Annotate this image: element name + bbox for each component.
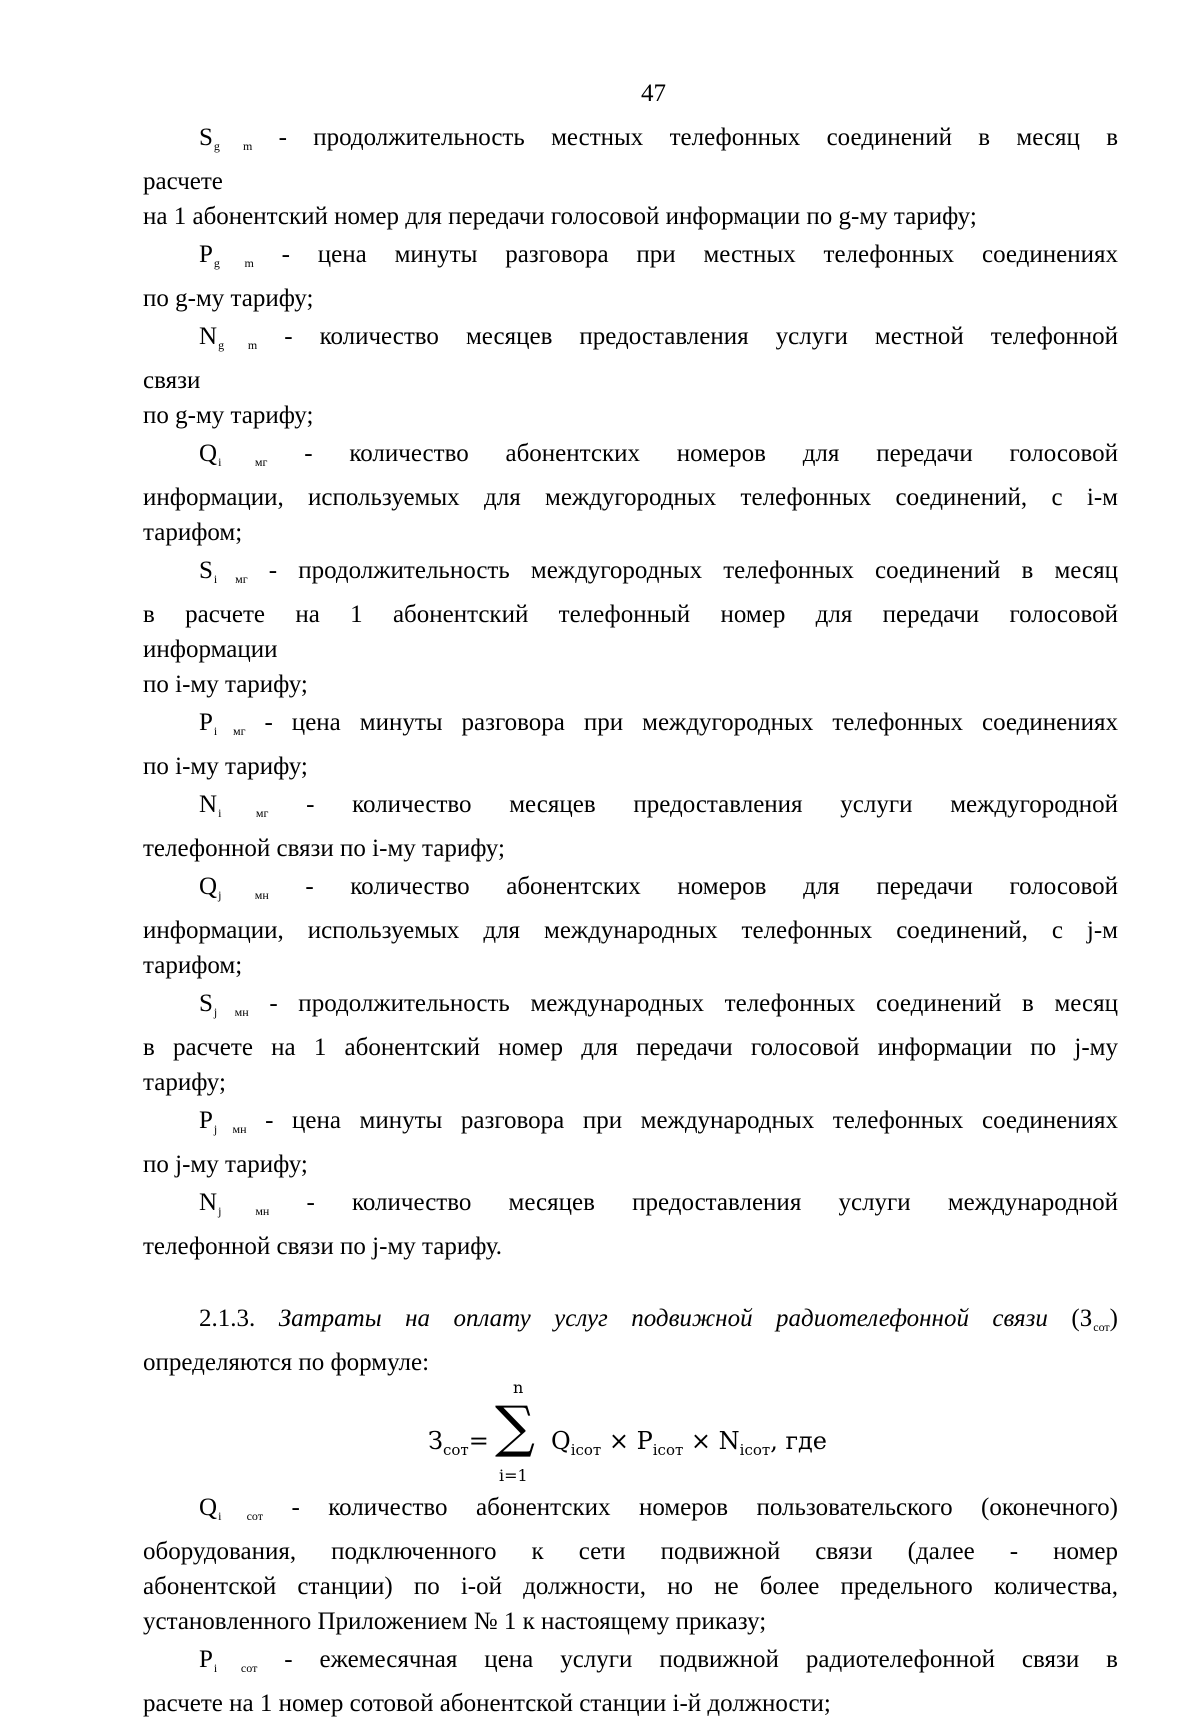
definition-text: - цена минуты разговора при местных телефонных соединениях xyxy=(253,241,1118,268)
formula-rhs xyxy=(551,1424,827,1468)
definition-line: связи xyxy=(143,367,201,394)
definition-entry xyxy=(143,436,1118,550)
definition-first-line xyxy=(143,705,1118,749)
definition-line: тарифом; xyxy=(143,519,243,546)
definition-entry xyxy=(143,120,1118,234)
definition-line: в расчете на 1 абонентский телефонный номер для передачи голосовой xyxy=(143,601,1118,628)
formula-p: P xyxy=(636,1427,653,1455)
definition-entry xyxy=(143,787,1118,866)
definition-entry xyxy=(143,1103,1118,1182)
definition-text: - количество месяцев предоставления услуги местной телефонной xyxy=(257,323,1118,350)
definition-symbol-subscript: g m xyxy=(218,338,258,352)
definition-text: - количество абонентских номеров для передачи голосовой xyxy=(268,873,1118,900)
section-open-paren: ( xyxy=(1071,1305,1080,1332)
definition-first-line xyxy=(143,869,1118,913)
definition-symbol-subscript: i сот xyxy=(213,1661,258,1675)
formula-times-2: × xyxy=(683,1427,719,1455)
definition-symbol: S xyxy=(199,124,213,151)
formula-n-subscript: iсот xyxy=(739,1441,771,1459)
section-number: 2.1.3. xyxy=(199,1305,256,1332)
definition-line: телефонной связи по i-му тарифу; xyxy=(143,835,505,862)
definition-symbol: P xyxy=(199,1107,213,1134)
definition-line: информации, используемых для междугородных телефонных соединений, с i-м xyxy=(143,484,1118,511)
definition-line: по g-му тарифу; xyxy=(143,285,314,312)
definition-text: - количество месяцев предоставления услуги международной xyxy=(269,1189,1118,1216)
definition-text: - продолжительность местных телефонных соединений в месяц в xyxy=(252,124,1118,151)
definition-entry xyxy=(143,553,1118,702)
section-heading xyxy=(143,1301,1118,1345)
definition-entry xyxy=(143,319,1118,433)
section-symbol: З xyxy=(1079,1305,1093,1332)
definition-symbol: N xyxy=(199,791,218,818)
definition-symbol: P xyxy=(199,709,213,736)
section-close-paren: ) xyxy=(1109,1305,1118,1332)
definition-symbol: Q xyxy=(199,1494,218,1521)
formula-n: N xyxy=(718,1427,740,1455)
definition-entry xyxy=(143,986,1118,1100)
definition-first-line xyxy=(143,319,1118,363)
definition-text: - цена минуты разговора при международных телефонных соединениях xyxy=(246,1107,1118,1134)
definition-symbol: P xyxy=(199,1646,213,1673)
definition-entry xyxy=(143,1185,1118,1264)
definition-line: расчете на 1 номер сотовой абонентской станции i-й должности; xyxy=(143,1690,831,1717)
section-line-2: определяются по формуле: xyxy=(143,1349,430,1376)
page-number: 47 xyxy=(641,80,666,107)
definition-symbol-subscript: g m xyxy=(213,256,254,270)
cost-formula xyxy=(143,1378,1118,1488)
definition-symbol: S xyxy=(199,557,213,584)
definition-line: на 1 абонентский номер для передачи голосовой информации по g-му тарифу; xyxy=(143,203,977,230)
sum-upper-limit: n xyxy=(513,1378,524,1397)
formula-equals: = xyxy=(468,1427,489,1455)
definition-symbol-subscript: g m xyxy=(213,139,253,153)
formula-tail: , где xyxy=(770,1427,827,1455)
definition-symbol: Q xyxy=(199,873,218,900)
definition-first-line xyxy=(143,436,1118,480)
definition-entry xyxy=(143,705,1118,784)
formula-q: Q xyxy=(551,1427,571,1455)
definition-symbol-subscript: i сот xyxy=(218,1509,263,1523)
definition-line: по g-му тарифу; xyxy=(143,402,314,429)
definition-symbol: N xyxy=(199,323,218,350)
definition-symbol-subscript: j мн xyxy=(213,1122,247,1136)
definition-first-line xyxy=(143,120,1118,164)
definition-text: - ежемесячная цена услуги подвижной радиотелефонной связи в xyxy=(257,1646,1118,1673)
definition-line: по i-му тарифу; xyxy=(143,753,308,780)
definition-line: тарифом; xyxy=(143,952,243,979)
definition-first-line xyxy=(143,553,1118,597)
definition-symbol-subscript: i мг xyxy=(213,724,246,738)
definition-text: - количество абонентских номеров для передачи голосовой xyxy=(267,440,1118,467)
definition-first-line xyxy=(143,1642,1118,1686)
definition-line: по j-му тарифу; xyxy=(143,1151,308,1178)
definition-entry xyxy=(143,869,1118,983)
definition-symbol-subscript: i мг xyxy=(213,572,248,586)
definition-symbol-subscript: i мг xyxy=(218,455,268,469)
definition-line: оборудования, подключенного к сети подвижной связи (далее - номер xyxy=(143,1538,1118,1565)
definition-symbol-subscript: j мн xyxy=(213,1005,249,1019)
sigma-symbol: ∑ xyxy=(495,1395,535,1460)
definition-first-line xyxy=(143,1103,1118,1147)
definition-entry xyxy=(143,1490,1118,1639)
definition-line: телефонной связи по j-му тарифу. xyxy=(143,1233,503,1260)
definition-text: - количество абонентских номеров пользовательского (оконечного) xyxy=(263,1494,1118,1521)
definition-symbol: N xyxy=(199,1189,218,1216)
definition-text: - продолжительность междугородных телефонных соединений в месяц xyxy=(247,557,1119,584)
definitions-list xyxy=(143,120,1118,1264)
definition-line: по i-му тарифу; xyxy=(143,671,308,698)
sum-lower-limit: i=1 xyxy=(499,1466,528,1485)
formula-p-subscript: iсот xyxy=(652,1441,684,1459)
formula-lhs-symbol: З xyxy=(428,1427,443,1455)
definition-first-line xyxy=(143,1185,1118,1229)
section-title: Затраты на оплату услуг подвижной радиотелефонной связи xyxy=(278,1305,1048,1332)
definition-line: расчете xyxy=(143,168,223,195)
definition-line: в расчете на 1 абонентский номер для передачи голосовой информации по j-му xyxy=(143,1034,1118,1061)
definition-text: - продолжительность международных телефонных соединений в месяц xyxy=(248,990,1118,1017)
section-gap xyxy=(143,1267,1118,1301)
definition-symbol-subscript: i мг xyxy=(218,806,269,820)
definition-symbol: S xyxy=(199,990,213,1017)
definition-symbol: P xyxy=(199,241,213,268)
definition-symbol-subscript: j мн xyxy=(218,888,269,902)
definition-line: тарифу; xyxy=(143,1069,226,1096)
definition-line: абонентской станции) по i-ой должности, но не более предельного количества, xyxy=(143,1573,1118,1600)
formula-q-subscript: iсот xyxy=(570,1441,602,1459)
formula-lhs-subscript: сот xyxy=(442,1441,469,1459)
definition-first-line xyxy=(143,986,1118,1030)
definition-line: информации, используемых для международных телефонных соединений, с j-м xyxy=(143,917,1118,944)
definition-text: - количество месяцев предоставления услуги междугородной xyxy=(268,791,1118,818)
definition-entry xyxy=(143,237,1118,316)
section-symbol-subscript: сот xyxy=(1093,1320,1110,1334)
definition-entry xyxy=(143,1642,1118,1721)
formula-lhs xyxy=(428,1424,489,1468)
definition-line: установленного Приложением № 1 к настоящему приказу; xyxy=(143,1608,767,1635)
definition-symbol: Q xyxy=(199,440,218,467)
definition-first-line xyxy=(143,1490,1118,1534)
formula-definitions-list xyxy=(143,1490,1118,1721)
formula-times-1: × xyxy=(601,1427,637,1455)
definition-line: информации xyxy=(143,636,278,663)
definition-text: - цена минуты разговора при междугородных телефонных соединениях xyxy=(245,709,1118,736)
definition-symbol-subscript: j мн xyxy=(218,1204,270,1218)
definition-first-line xyxy=(143,787,1118,831)
definition-first-line xyxy=(143,237,1118,281)
